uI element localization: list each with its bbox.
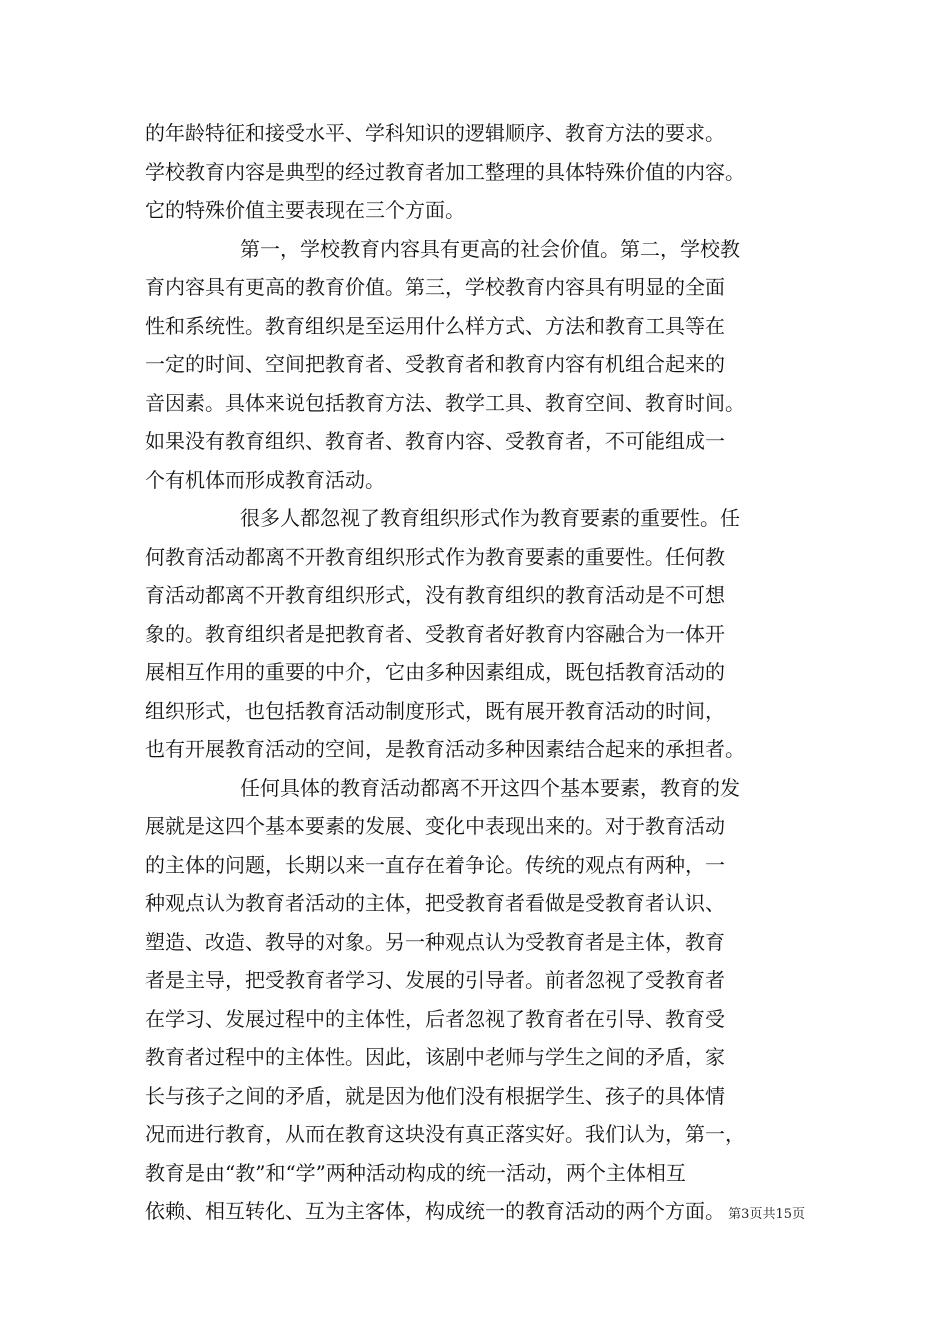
text-line: 它的特殊价值主要表现在三个方面。 <box>145 198 465 222</box>
paragraph <box>145 769 810 1231</box>
text-line: 在学习、发展过程中的主体性，后者忽视了教育者在引导、教育受 <box>145 1006 725 1031</box>
text-line: 展就是这四个基本要素的发展、变化中表现出来的。对于教育活动 <box>145 814 725 838</box>
text-line: 任何具体的教育活动都离不开这四个基本要素，教育的发 <box>240 775 740 800</box>
text-line: 一定的时间、空间把教育者、受教育者和教育内容有机组合起来的 <box>145 352 725 376</box>
text-line: 学校教育内容是典型的经过教育者加工整理的具体特殊价值的内容。 <box>145 159 745 184</box>
text-line: 何教育活动都离不开教育组织形式作为教育要素的重要性。任何教 <box>145 544 725 569</box>
text-line: 长与孩子之间的矛盾，就是因为他们没有根据学生、孩子的具体情 <box>145 1083 725 1108</box>
text-line: 也有开展教育活动的空间，是教育活动多种因素结合起来的承担者。 <box>145 737 745 761</box>
text-line: 性和系统性。教育组织是至运用什么样方式、方法和教育工具等在 <box>145 313 725 338</box>
text-line: 象的。教育组织者是把教育者、受教育者好教育内容融合为一体开 <box>145 621 725 646</box>
text-line: 种观点认为教育者活动的主体，把受教育者看做是受教育者认识、 <box>145 891 725 915</box>
text-line: 的年龄特征和接受水平、学科知识的逻辑顺序、教育方法的要求。 <box>145 121 725 145</box>
paragraph <box>145 499 810 769</box>
text-line: 第一，学校教育内容具有更高的社会价值。第二，学校教 <box>240 236 740 261</box>
text-line: 的主体的问题，长期以来一直存在着争论。传统的观点有两种，一 <box>145 852 725 877</box>
text-line: 教育是由“教”和“学”两种活动构成的统一活动，两个主体相互 <box>145 1160 686 1185</box>
text-line: 况而进行教育，从而在教育这块没有真正落实好。我们认为，第一， <box>145 1122 745 1146</box>
page-number: 第3页共15页 <box>728 1207 805 1222</box>
text-line: 展相互作用的重要的中介，它由多种因素组成，既包括教育活动的 <box>145 660 725 684</box>
text-line: 者是主导，把受教育者学习、发展的引导者。前者忽视了受教育者 <box>145 968 725 992</box>
text-line: 很多人都忽视了教育组织形式作为教育要素的重要性。任 <box>240 506 740 530</box>
text-line: 个有机体而形成教育活动。 <box>145 467 385 492</box>
text-line: 育活动都离不开教育组织形式，没有教育组织的教育活动是不可想 <box>145 583 725 607</box>
text-line: 育内容具有更高的教育价值。第三，学校教育内容具有明显的全面 <box>145 275 725 299</box>
paragraph <box>145 114 810 230</box>
text-line: 塑造、改造、教导的对象。另一种观点认为受教育者是主体，教育 <box>145 929 725 954</box>
document-body <box>145 114 810 1231</box>
text-line: 如果没有教育组织、教育者、教育内容、受教育者，不可能组成一 <box>145 429 725 453</box>
text-line: 教育者过程中的主体性。因此，该剧中老师与学生之间的矛盾，家 <box>145 1045 725 1069</box>
text-line: 依赖、相互转化、互为主客体，构成统一的教育活动的两个方面。 <box>145 1199 725 1223</box>
paragraph <box>145 230 810 500</box>
text-line: 音因素。具体来说包括教育方法、教学工具、教育空间、教育时间。 <box>145 390 745 415</box>
text-line: 组织形式，也包括教育活动制度形式，既有展开教育活动的时间， <box>145 698 725 723</box>
